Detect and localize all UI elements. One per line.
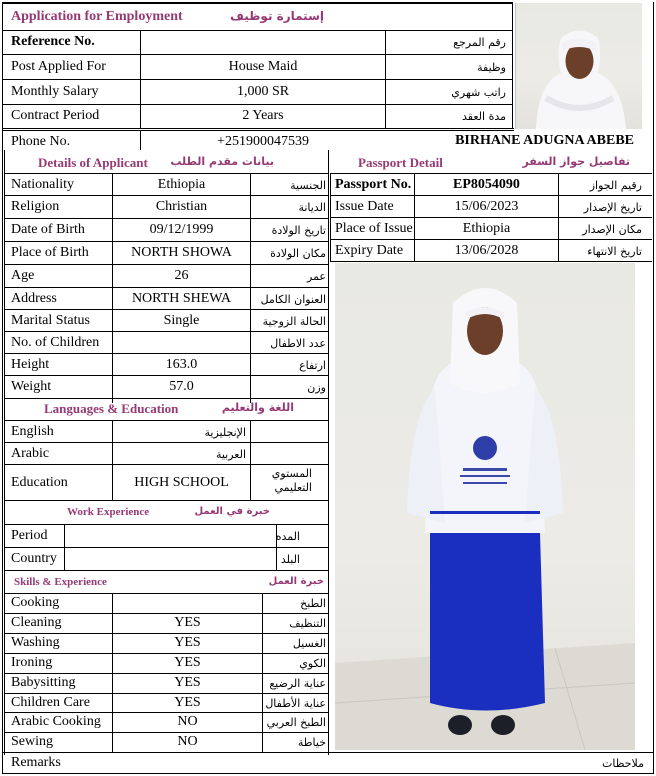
remarks-label-ar: ملاحظات bbox=[602, 757, 644, 770]
skill-value: YES bbox=[174, 675, 201, 690]
skill-value: NO bbox=[177, 734, 198, 749]
detail-label-ar: تاريخ الولادة bbox=[271, 224, 326, 237]
title-en: Application for Employment bbox=[11, 9, 183, 24]
details-title-en: Details of Applicant bbox=[38, 155, 148, 170]
detail-label-ar: وزن bbox=[307, 381, 326, 394]
detail-label: Nationality bbox=[11, 177, 74, 192]
english-label: English bbox=[11, 424, 54, 439]
education-value: HIGH SCHOOL bbox=[134, 475, 229, 490]
skill-value: NO bbox=[177, 714, 198, 729]
issue-date-label: Issue Date bbox=[335, 199, 394, 214]
education-label-ar: المستوي التعليمي bbox=[271, 467, 312, 494]
contract-label: Contract Period bbox=[11, 108, 100, 123]
languages-title-en: Languages & Education bbox=[44, 401, 179, 416]
applicant-name: BIRHANE ADUGNA ABEBE bbox=[455, 133, 634, 148]
passport-title-ar: تفاصيل جواز السفر bbox=[522, 155, 630, 168]
detail-label-ar: عمر bbox=[307, 270, 326, 283]
skill-label: Sewing bbox=[11, 734, 53, 749]
title-ar: إستمارة توظيف bbox=[229, 9, 324, 23]
arabic-label-ar: العربية bbox=[215, 448, 246, 461]
detail-label-ar: مكان الولادة bbox=[270, 247, 326, 260]
period-label: Period bbox=[11, 528, 48, 543]
skill-label: Ironing bbox=[11, 655, 53, 670]
languages-title-ar: اللغة والتعليم bbox=[221, 401, 294, 414]
detail-label: Height bbox=[11, 357, 50, 372]
profile-photo bbox=[515, 3, 642, 129]
detail-value: 26 bbox=[174, 268, 189, 283]
skill-label-ar: الطبخ العربي bbox=[266, 716, 326, 729]
detail-label: Address bbox=[11, 291, 57, 306]
detail-label: Religion bbox=[11, 199, 60, 214]
country-label-ar: البلد bbox=[280, 553, 300, 566]
detail-label: Place of Birth bbox=[11, 245, 89, 260]
english-label-ar: الإنجليزية bbox=[204, 426, 246, 439]
full-body-figure-icon bbox=[335, 263, 635, 750]
skill-label: Arabic Cooking bbox=[11, 714, 101, 729]
passport-title-en: Passport Detail bbox=[358, 155, 443, 170]
work-title-en: Work Experience bbox=[67, 506, 150, 518]
detail-label-ar: الديانة bbox=[298, 201, 326, 214]
reference-label: Reference No. bbox=[11, 34, 95, 49]
detail-value: 57.0 bbox=[169, 379, 194, 394]
details-title-ar: بيانات مقدم الطلب bbox=[170, 155, 274, 168]
expiry-date-label-ar: تاريخ الانتهاء bbox=[587, 245, 642, 258]
post-value: House Maid bbox=[228, 59, 298, 74]
contract-value: 2 Years bbox=[242, 108, 284, 123]
salary-label: Monthly Salary bbox=[11, 84, 99, 99]
detail-label: Weight bbox=[11, 379, 52, 394]
skill-label-ar: خياطة bbox=[297, 736, 326, 749]
detail-value: 09/12/1999 bbox=[149, 222, 214, 237]
skill-value: YES bbox=[174, 615, 201, 630]
top-border bbox=[2, 2, 512, 4]
education-label: Education bbox=[11, 475, 68, 490]
skill-label-ar: الكوي bbox=[299, 657, 326, 670]
issue-date-value: 15/06/2023 bbox=[454, 199, 519, 214]
skill-label: Washing bbox=[11, 635, 60, 650]
issue-date-label-ar: تاريخ الإصدار bbox=[583, 201, 642, 214]
full-body-photo bbox=[335, 263, 635, 750]
skill-label-ar: عناية الأطفال bbox=[265, 697, 326, 710]
skill-label-ar: التنظيف bbox=[289, 617, 326, 630]
place-of-issue-label-ar: مكان الإصدار bbox=[582, 223, 642, 236]
detail-value: Single bbox=[163, 313, 200, 328]
skill-label-ar: عناية الرضيع bbox=[269, 677, 326, 690]
detail-value: Ethiopia bbox=[157, 177, 206, 192]
detail-label-ar: ارتفاع bbox=[299, 359, 326, 372]
salary-label-ar: راتب شهري bbox=[451, 86, 506, 99]
detail-value: Christian bbox=[155, 199, 208, 214]
reference-label-ar: رقم المرجع bbox=[453, 36, 506, 49]
country-label: Country bbox=[11, 551, 57, 566]
detail-label-ar: الحالة الزوجية bbox=[262, 315, 326, 328]
phone-value: +251900047539 bbox=[217, 134, 309, 149]
skill-label: Children Care bbox=[11, 695, 90, 710]
skill-label: Babysitting bbox=[11, 675, 76, 690]
skills-title-ar: خبرة العمل bbox=[268, 576, 324, 587]
detail-value: NORTH SHEWA bbox=[131, 291, 232, 306]
expiry-date-value: 13/06/2028 bbox=[454, 243, 519, 258]
skill-value: YES bbox=[174, 655, 201, 670]
skill-value: YES bbox=[174, 635, 201, 650]
remarks-label: Remarks bbox=[11, 755, 61, 770]
post-label: Post Applied For bbox=[11, 59, 106, 74]
period-label-ar: المده bbox=[275, 530, 300, 543]
place-of-issue-label: Place of Issue bbox=[335, 221, 413, 236]
skill-label: Cooking bbox=[11, 595, 60, 610]
detail-value: 163.0 bbox=[165, 357, 198, 372]
passport-no-label-ar: رقيم الجواز bbox=[589, 179, 642, 192]
expiry-date-label: Expiry Date bbox=[335, 243, 404, 258]
arabic-label: Arabic bbox=[11, 446, 50, 461]
detail-label: Marital Status bbox=[11, 313, 90, 328]
place-of-issue-value: Ethiopia bbox=[462, 221, 511, 236]
skill-label-ar: الغسيل bbox=[292, 637, 326, 650]
portrait-icon bbox=[516, 3, 642, 129]
detail-label-ar: العنوان الكامل bbox=[260, 293, 326, 306]
skill-label: Cleaning bbox=[11, 615, 62, 630]
detail-label: Date of Birth bbox=[11, 222, 85, 237]
detail-value: NORTH SHOWA bbox=[131, 245, 232, 260]
post-label-ar: وظيفة bbox=[477, 61, 506, 74]
contract-label-ar: مدة العقد bbox=[462, 110, 506, 123]
salary-value: 1,000 SR bbox=[236, 84, 290, 99]
detail-label: Age bbox=[11, 268, 35, 283]
phone-label: Phone No. bbox=[11, 134, 71, 149]
passport-no-label: Passport No. bbox=[335, 177, 412, 192]
skill-value: YES bbox=[174, 695, 201, 710]
work-title-ar: خبرة في العمل bbox=[194, 506, 270, 517]
detail-label-ar: عدد الاطفال bbox=[270, 337, 326, 350]
detail-label: No. of Children bbox=[11, 335, 100, 350]
detail-label-ar: الجنسية bbox=[290, 179, 326, 192]
skills-title-en: Skills & Experience bbox=[14, 576, 107, 588]
passport-no-value: EP8054090 bbox=[453, 177, 520, 192]
skill-label-ar: الطبخ bbox=[300, 597, 326, 610]
